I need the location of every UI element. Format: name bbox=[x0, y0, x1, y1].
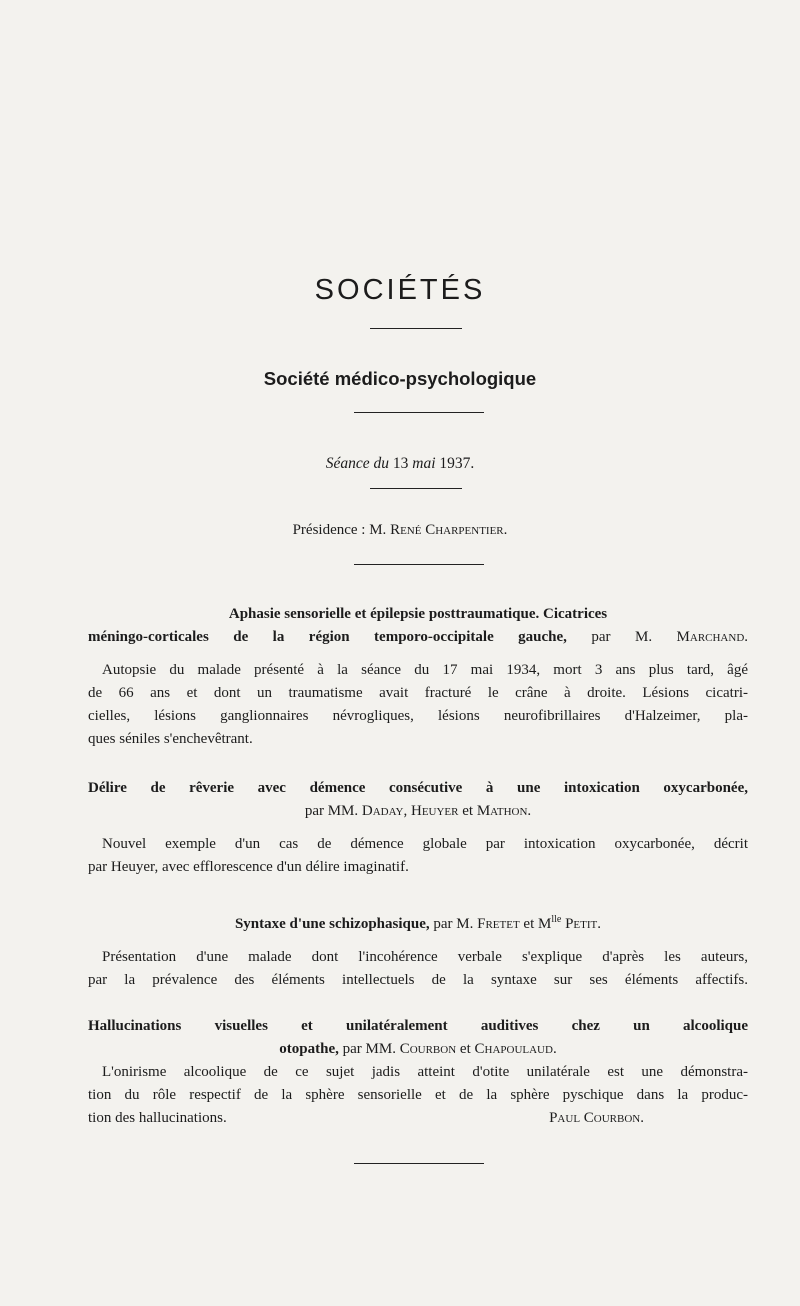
author-name: Daday, Heuyer bbox=[361, 803, 459, 819]
seance-prefix: Séance du bbox=[325, 455, 389, 472]
article-aphasie bbox=[88, 603, 748, 751]
society-divider bbox=[354, 412, 484, 413]
body-line: par Heuyer, avec efflorescence d'un délire imaginatif. bbox=[88, 859, 409, 875]
article-syntaxe bbox=[88, 908, 748, 992]
signature: Paul Courbon. bbox=[549, 1110, 644, 1126]
body-line: de 66 ans et dont un traumatisme avait fracturé le crâne à droite. Lésions cicatri- bbox=[88, 685, 748, 701]
body-last-line bbox=[88, 1107, 748, 1130]
article-title-line: Aphasie sensorielle et épilepsie posttraumatique. Cicatrices bbox=[228, 606, 608, 622]
body-line: L'onirisme alcoolique de ce sujet jadis atteint d'otite unilatérale est une démonstra- bbox=[102, 1064, 748, 1080]
author-name: Petit. bbox=[565, 916, 602, 932]
presidence-divider bbox=[354, 564, 484, 565]
author-name: Mathon. bbox=[476, 803, 532, 819]
article-title-line: Syntaxe d'une schizophasique, par M. Fretet et $M^{lle}$ Petit. bbox=[234, 914, 602, 932]
seance-divider bbox=[370, 488, 462, 489]
article-delire bbox=[88, 777, 748, 879]
end-divider bbox=[354, 1163, 484, 1164]
author-title: $M^{lle}$ bbox=[538, 914, 562, 932]
article-title-line: méningo-corticales de la région temporo-occipitale gauche, par M. Marchand. bbox=[88, 629, 749, 645]
author-name: Fretet bbox=[477, 916, 520, 932]
body-line: Présentation d'une malade dont l'incohérence verbale s'explique d'après les auteurs, bbox=[102, 949, 748, 965]
author-name: Marchand. bbox=[676, 629, 749, 645]
presidence-line bbox=[0, 522, 800, 539]
author-name: Courbon bbox=[399, 1041, 457, 1057]
article-title-line: Délire de rêverie avec démence consécutive à une intoxication oxycarbonée, bbox=[88, 780, 748, 796]
page-title: SOCIÉTÉS bbox=[314, 274, 486, 306]
article-title-line: Hallucinations visuelles et unilatéralement auditives chez un alcoolique bbox=[88, 1018, 748, 1034]
body-line: Nouvel exemple d'un cas de démence globale par intoxication oxycarbonée, décrit bbox=[102, 836, 748, 852]
seance-line bbox=[0, 455, 800, 473]
author-line: par MM. Daday, Heuyer et Mathon. bbox=[304, 803, 532, 819]
body-line: Autopsie du malade présenté à la séance du 17 mai 1934, mort 3 ans plus tard, âgé bbox=[102, 662, 748, 678]
seance-date: 13 mai 1937. bbox=[392, 455, 475, 472]
article-hallucinations bbox=[88, 1015, 748, 1130]
author-line: otopathe, par MM. Courbon et Chapoulaud. bbox=[279, 1041, 557, 1057]
author-name: Chapoulaud. bbox=[474, 1041, 557, 1057]
society-name: Société médico-psychologique bbox=[263, 368, 537, 389]
body-line: tion du rôle respectif de la sphère sensorielle et de la sphère pyschique dans la produc- bbox=[88, 1087, 748, 1103]
body-line: ques séniles s'enchevêtrant. bbox=[88, 731, 253, 747]
president-name: René Charpentier. bbox=[390, 522, 508, 538]
body-line: tion des hallucinations. bbox=[88, 1110, 227, 1126]
body-line: cielles, lésions ganglionnaires névrogliques, lésions neurofibrillaires d'Halzeimer, pla- bbox=[88, 708, 748, 724]
body-line: par la prévalence des éléments intellectuels de la syntaxe sur ses éléments affectifs. bbox=[88, 972, 748, 988]
presidence-prefix: Présidence : M. bbox=[292, 522, 387, 538]
title-divider bbox=[370, 328, 462, 329]
